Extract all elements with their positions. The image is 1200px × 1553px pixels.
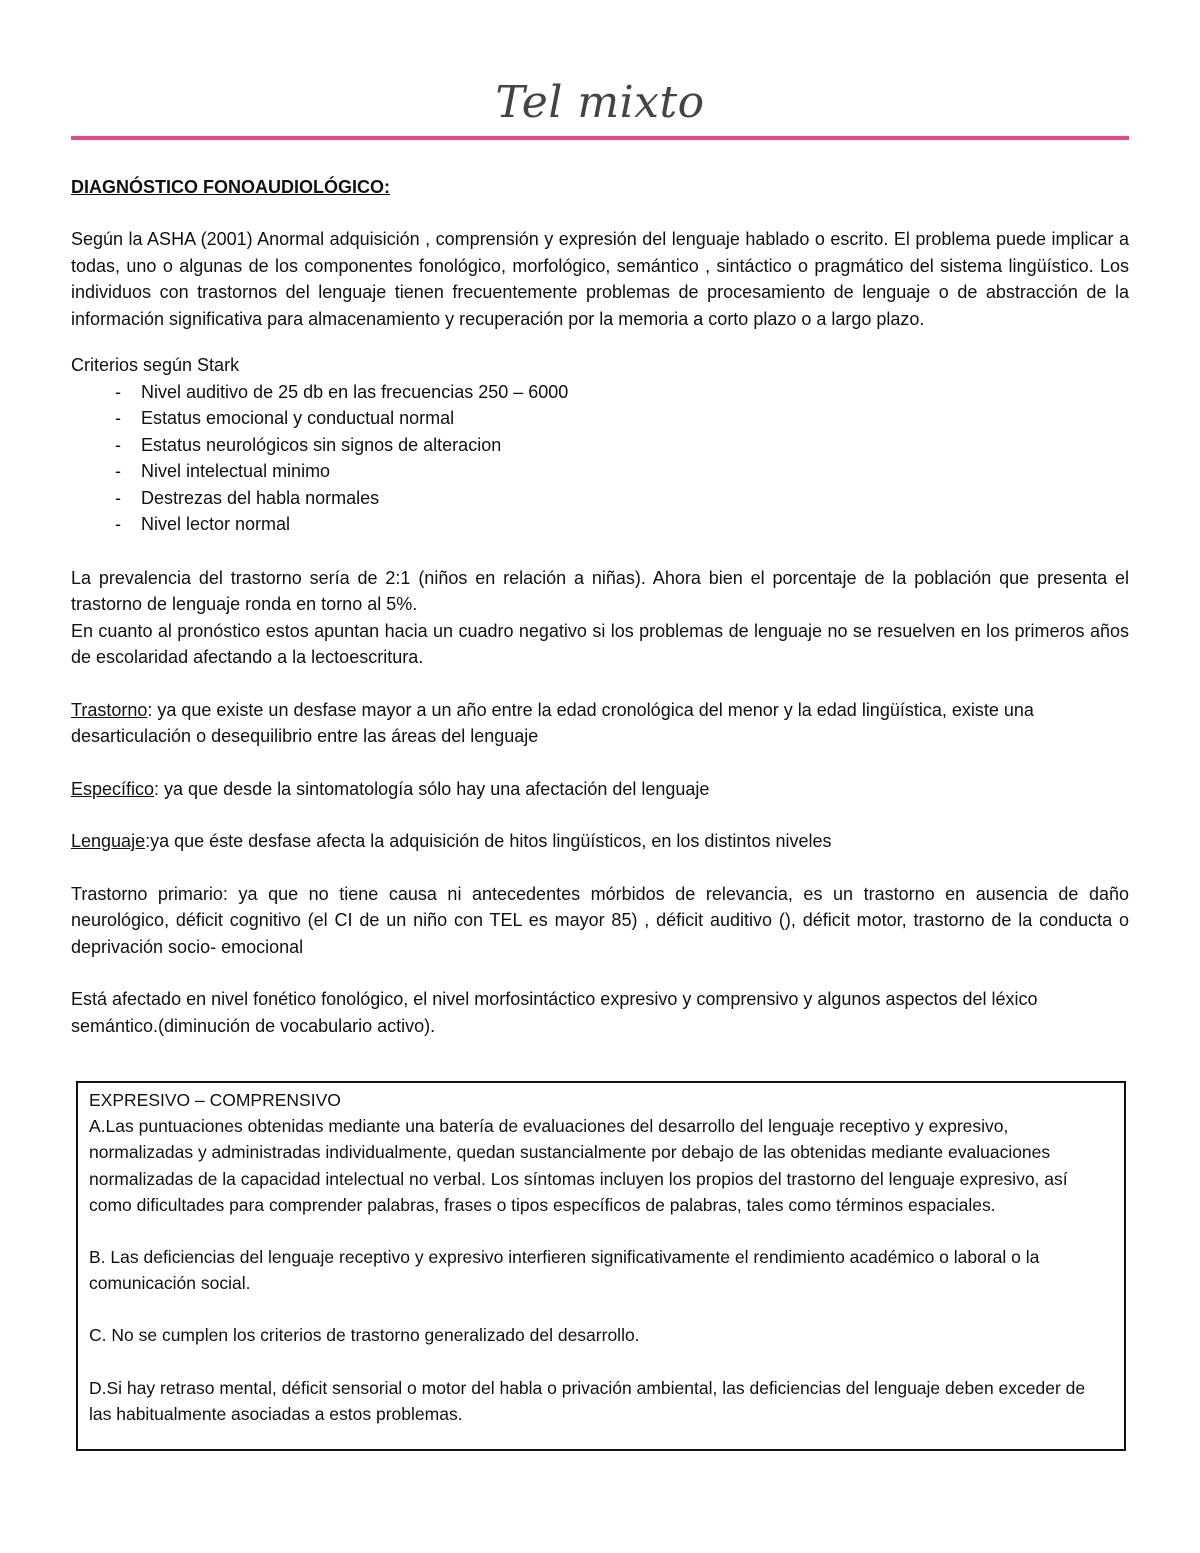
title-divider bbox=[71, 136, 1129, 140]
lenguaje-definition: Lenguaje:ya que éste desfase afecta la adquisición de hitos lingüísticos, en los distintos niveles bbox=[71, 831, 832, 851]
box-heading: EXPRESIVO – COMPRENSIVO bbox=[89, 1090, 341, 1110]
prevalencia-paragraph: La prevalencia del trastorno sería de 2:1 (niños en relación a niñas). Ahora bien el porcentaje de la población que presenta el trastorno de lenguaje ronda en torno al 5%. bbox=[71, 567, 1129, 614]
pronostico-paragraph: En cuanto al pronóstico estos apuntan hacia un cuadro negativo si los problemas de lenguaje no se resuelven en los primeros años de escolaridad afectando a la lectoescritura. bbox=[71, 620, 1129, 667]
criterion-a: A.Las puntuaciones obtenidas mediante una batería de evaluaciones del desarrollo del lenguaje receptivo y expresivo, normalizadas y administradas individualmente, quedan sustancialmente por debajo de las obtenidas mediante evaluaciones normalizadas de la capacidad intelectual no verbal. Los síntomas incluyen los propios del trastorno del lenguaje expresivo, así como dificultades para comprender palabras, frases o tipos específicos de palabras, tales como términos espaciales. bbox=[89, 1116, 1068, 1215]
criterios-list bbox=[71, 379, 1129, 538]
document-body bbox=[71, 200, 1129, 1039]
list-item: - Estatus neurológicos sin signos de alteracion bbox=[115, 434, 502, 455]
trastorno-primario-paragraph: Trastorno primario: ya que no tiene causa ni antecedentes mórbidos de relevancia, es un trastorno en ausencia de daño neurológico, déficit cognitivo (el CI de un niño con TEL es mayor 85) , déficit auditivo (), déficit motor, trastorno de la conducta o deprivación socio- emocional bbox=[71, 883, 1129, 957]
diagnostico-paragraph: Según la ASHA (2001) Anormal adquisición , comprensión y expresión del lenguaje hablado o escrito. El problema puede implicar a todas, uno o algunas de los componentes fonológico, morfológico, semántico , sintáctico o pragmático del sistema lingüístico. Los individuos con trastornos del lenguaje tienen frecuentemente problemas de procesamiento de lenguaje o de abstracción de la información significativa para almacenamiento y recuperación por la memoria a corto plazo o a largo plazo. bbox=[71, 229, 1129, 329]
criterion-d: D.Si hay retraso mental, déficit sensorial o motor del habla o privación ambiental, las deficiencias del lenguaje deben exceder de las habitualmente asociadas a estos problemas. bbox=[89, 1377, 1086, 1424]
page-title: Tel mixto bbox=[495, 77, 705, 128]
criteria-box bbox=[76, 1081, 1126, 1451]
trastorno-label: Trastorno bbox=[71, 699, 148, 720]
especifico-label: Específico bbox=[71, 778, 155, 799]
criterios-intro: Criterios según Stark bbox=[71, 355, 240, 375]
list-item: - Nivel auditivo de 25 db en las frecuencias 250 – 6000 bbox=[115, 381, 569, 402]
list-item: - Destrezas del habla normales bbox=[115, 487, 380, 508]
section-heading-diagnostico: DIAGNÓSTICO FONOAUDIOLÓGICO: bbox=[71, 177, 390, 197]
afectado-paragraph: Está afectado en nivel fonético fonológico, el nivel morfosintáctico expresivo y comprensivo y algunos aspectos del léxico semántico.(diminución de vocabulario activo). bbox=[71, 989, 1038, 1036]
document-page bbox=[71, 0, 1129, 1039]
criterion-b: B. Las deficiencias del lenguaje receptivo y expresivo interfieren significativamente el rendimiento académico o laboral o la comunicación social. bbox=[89, 1247, 1040, 1294]
criterion-c: C. No se cumplen los criterios de trastorno generalizado del desarrollo. bbox=[89, 1325, 640, 1346]
lenguaje-label: Lenguaje bbox=[71, 831, 146, 851]
especifico-definition: Específico: ya que desde la sintomatología sólo hay una afectación del lenguaje bbox=[71, 778, 710, 799]
list-item: - Nivel intelectual minimo bbox=[115, 461, 331, 481]
list-item: - Estatus emocional y conductual normal bbox=[115, 408, 455, 428]
trastorno-definition: Trastorno: ya que existe un desfase mayor a un año entre la edad cronológica del menor y la edad lingüística, existe una desarticulación o desequilibrio entre las áreas del lenguaje bbox=[71, 699, 1034, 746]
list-item: - Nivel lector normal bbox=[115, 514, 291, 534]
